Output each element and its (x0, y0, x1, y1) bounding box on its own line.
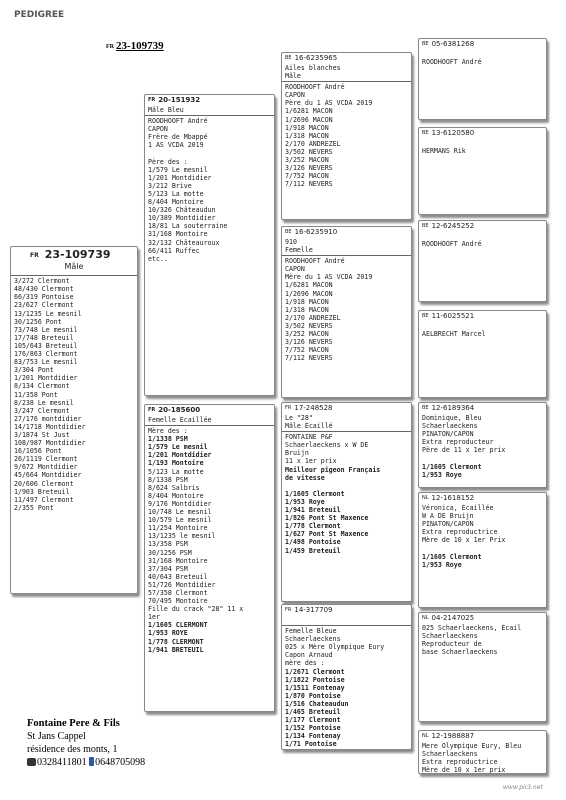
detail-line (285, 616, 408, 624)
detail-line: 1/6281 MACON (285, 281, 333, 290)
subject-ring-number: 23-109739 (44, 248, 111, 261)
mfm-ring-number: 12-1618152 (431, 494, 475, 502)
detail-line: 73/748 Le mesnil (14, 325, 78, 334)
detail-line: 8/1338 PSM (148, 475, 188, 484)
detail-line: 31/168 Montoire (148, 230, 208, 239)
detail-line: 3/1874 St Just (14, 430, 70, 439)
detail-line: 11/497 Clermont (14, 495, 74, 504)
detail-line: 9/672 Montdidier (14, 463, 78, 472)
mmf-country: NL (422, 615, 429, 621)
mother-dam-details (285, 616, 408, 749)
subject-sex: Mâle (64, 262, 84, 272)
father-box (144, 94, 275, 396)
main-ring-number (106, 40, 164, 52)
detail-line: CAPON (148, 125, 168, 134)
mff-ring (422, 404, 543, 413)
detail-line: 5/123 La motte (148, 189, 204, 198)
detail-line: 51/726 Montdidier (148, 580, 216, 589)
detail-line: 176/863 Clermont (14, 350, 78, 359)
detail-line: 1/2696 MACON (285, 115, 333, 124)
detail-line: Mère de 10 x 1er Prix (422, 536, 506, 545)
detail-line: Schaerlaeckens (422, 750, 478, 759)
detail-line: 10/579 Le mesnil (148, 516, 212, 525)
detail-line: 13/358 PSM (148, 540, 188, 549)
detail-line: 27/176 montdidier (14, 414, 82, 423)
detail-line: Mâle Bleu (148, 106, 184, 114)
detail-line: 3/252 MACON (285, 156, 329, 165)
father-country: FR (148, 97, 156, 103)
detail-line: 1/953 Roye (422, 470, 462, 479)
detail-line (285, 482, 408, 490)
owner-contact (27, 756, 145, 769)
subject-results (14, 277, 134, 512)
detail-line: 5/123 La motte (148, 467, 204, 476)
detail-line: 1/953 ROYE (148, 629, 188, 638)
detail-line: 83/753 Le mesnil (14, 358, 78, 367)
detail-line: Père de 11 x 1er prix (422, 446, 506, 455)
detail-line: 9/176 Montdidier (148, 499, 212, 508)
detail-line: 1/6281 MACON (285, 107, 333, 116)
detail-line: mère des : (285, 659, 325, 668)
detail-line: ROODHOOFT André (285, 83, 345, 92)
mobile-icon (89, 757, 94, 766)
detail-line: 1/579 Le mesnil (148, 443, 208, 452)
detail-line: 30/1256 PSM (148, 548, 192, 557)
detail-line: ROODHOOFT André (422, 58, 482, 67)
detail-line: 1/953 Roye (422, 560, 462, 569)
detail-line: 1/778 Clermont (285, 522, 341, 531)
detail-line: 1/318 MACON (285, 131, 329, 140)
detail-line: 14/1718 Montdidier (14, 422, 86, 431)
mmm-details (422, 742, 543, 774)
detail-line: Mâle (285, 72, 301, 81)
detail-line: 7/112 NEVERS (285, 180, 333, 189)
detail-line: 2/355 Pont (14, 503, 54, 512)
mother-sire-details (285, 414, 408, 555)
detail-line: 26/1119 Clermont (14, 455, 78, 464)
separator (145, 425, 274, 426)
father-dam-ring (285, 228, 408, 237)
detail-line: 66/319 Pontoise (14, 293, 74, 302)
detail-line: Frère de Mbappé (148, 133, 208, 142)
owner-mobile: 0648705098 (95, 757, 146, 768)
detail-line: 13/1235 Le mesnil (14, 309, 82, 318)
detail-line: 11/358 Pont (14, 390, 58, 399)
detail-line: 30/1256 Pont (14, 317, 62, 326)
ffm-box (418, 127, 547, 215)
detail-line: 1/318 MACON (285, 305, 329, 314)
detail-line (422, 454, 543, 462)
detail-line: Schaerlaeckens x W DE (285, 441, 369, 450)
detail-line: 108/987 Montdidier (14, 439, 86, 448)
detail-line: 3/304 Pont (14, 366, 54, 375)
fmf-ring (422, 222, 543, 231)
detail-line: 1/627 Pont St Maxence (285, 530, 369, 539)
subject-country: FR (30, 252, 39, 259)
detail-line (422, 322, 543, 330)
detail-line: Père du 1 AS VCDA 2019 (285, 99, 373, 108)
detail-line: Mère du 1 AS VCDA 2019 (285, 273, 373, 282)
detail-line: Bruijn (285, 449, 309, 458)
detail-line: 1/941 Breteuil (285, 506, 341, 515)
detail-line: Schaerlaeckens (285, 635, 341, 644)
detail-line: FONTAINE P&F (285, 433, 333, 442)
fff-country: BE (422, 41, 429, 47)
detail-line: 40/643 Breteuil (148, 572, 208, 581)
detail-line: Extra reproductrice (422, 528, 498, 537)
detail-line: Dominique, Bleu (422, 414, 482, 422)
detail-line: 1/870 Pontoise (285, 691, 341, 700)
subject-ring (30, 248, 134, 261)
mother-details (148, 416, 271, 654)
detail-line: 1/201 Montdidier (148, 173, 212, 182)
detail-line: 1/1605 Clermont (285, 489, 345, 498)
detail-line: Mâle Écaillé (285, 422, 333, 431)
detail-line: 1/918 MACON (285, 297, 329, 306)
detail-line: 1/1511 Fontenay (285, 683, 345, 692)
mfm-country: NL (422, 495, 429, 501)
father-sire-ring (285, 54, 408, 63)
fmm-country: BE (422, 313, 429, 319)
father-ring-number: 20-151932 (158, 96, 201, 104)
owner-name: Fontaine Pere & Fils (27, 718, 120, 729)
pedigree-heading: PEDIGREE (14, 10, 65, 20)
separator (145, 115, 274, 116)
detail-line: 1/177 Clermont (285, 716, 341, 725)
detail-line: 1/1605 CLERMONT (148, 621, 208, 630)
detail-line: Fille du crack "28" 11 x (148, 605, 244, 614)
father-details (148, 106, 271, 263)
separator (282, 81, 411, 82)
mother-dam-box (281, 604, 412, 750)
mother-ring (148, 406, 271, 415)
detail-line: 11 x 1er prix (285, 457, 337, 466)
detail-line: 66/411 Ruffec (148, 246, 200, 255)
owner-block (27, 717, 145, 769)
detail-line: 2/170 ANDREZEL (285, 139, 341, 148)
father-sire-ring-number: 16-6235965 (294, 54, 338, 62)
detail-line: HERMANS Rik (422, 147, 466, 156)
detail-line: PINATON/CAPON (422, 520, 474, 529)
detail-line: 7/752 MACON (285, 172, 329, 181)
separator (282, 255, 411, 256)
detail-line: 23/627 Clermont (14, 301, 74, 310)
detail-line: base Schaerlaeckens (422, 648, 498, 657)
detail-line: W A DE Bruijn (422, 512, 474, 521)
fmf-country: BE (422, 223, 429, 229)
detail-line: 57/358 Clermont (148, 588, 208, 597)
detail-line: 1/941 BRETEUIL (148, 645, 204, 654)
ffm-details (422, 139, 543, 155)
detail-line: Femelle Écaillée (148, 416, 212, 424)
detail-line: 1/201 Montdidier (14, 374, 78, 383)
detail-line: 3/247 Clermont (14, 406, 70, 415)
detail-line: 11/254 Montoire (148, 524, 208, 533)
detail-line: 1/71 Pontoise (285, 740, 337, 749)
detail-line: 13/1235 le mesnil (148, 532, 216, 541)
detail-line: 1/201 Montdidier (148, 451, 212, 460)
fmf-box (418, 220, 547, 302)
detail-line: de vitesse (285, 473, 325, 482)
detail-line: 10/748 Le mesnil (148, 508, 212, 517)
detail-line: 1/465 Breteuil (285, 708, 341, 717)
fmm-details (422, 322, 543, 338)
detail-line: Schaerlaeckens (422, 422, 478, 431)
detail-line: AELBRECHT Marcel (422, 330, 486, 339)
detail-line: Mère des : (148, 427, 188, 436)
footer-site: www.pir3.net (503, 784, 543, 791)
mother-sire-country: FR (285, 405, 292, 411)
mmm-ring (422, 732, 543, 741)
fmf-ring-number: 12-6245252 (431, 222, 475, 230)
detail-line: Ailes blanches (285, 64, 341, 72)
detail-line: 20/606 Clermont (14, 479, 74, 488)
owner-address-1: St Jans Cappel (27, 731, 86, 742)
detail-line: ROODHOOFT André (422, 240, 482, 249)
detail-line: 2/170 ANDREZEL (285, 313, 341, 322)
detail-line: Extra reproductrice (422, 758, 498, 767)
mfm-ring (422, 494, 543, 503)
detail-line: etc.. (148, 254, 168, 263)
mfm-box (418, 492, 547, 608)
fff-box (418, 38, 547, 120)
mother-dam-country: FR (285, 607, 292, 613)
detail-line: 1/134 Fontenay (285, 732, 341, 741)
detail-line: PINATON/CAPON (422, 430, 474, 439)
mff-ring-number: 12-6189364 (431, 404, 475, 412)
mfm-details (422, 504, 543, 569)
detail-line: 1/1605 Clermont (422, 462, 482, 471)
mmf-details (422, 624, 543, 656)
fmm-box (418, 310, 547, 398)
ffm-country: BE (422, 130, 429, 136)
detail-line: Reproducteur de (422, 640, 482, 649)
father-dam-country: BE (285, 229, 292, 235)
detail-line: ROODHOOFT André (148, 117, 208, 126)
detail-line: 7/752 MACON (285, 346, 329, 355)
detail-line: 3/126 NEVERS (285, 338, 333, 347)
detail-line: 17/748 Breteuil (14, 333, 74, 342)
mother-sire-ring-number: 17-248528 (294, 404, 333, 412)
ffm-ring-number: 13-6120580 (431, 129, 475, 137)
detail-line (422, 232, 543, 240)
detail-line: 1 AS VCDA 2019 (148, 141, 204, 150)
detail-line (422, 544, 543, 552)
detail-line: 1/1605 Clermont (422, 552, 482, 561)
separator (282, 625, 411, 626)
detail-line: 1/778 CLERMONT (148, 637, 204, 646)
detail-line: Père des : (148, 157, 188, 166)
detail-line: 16/1056 Pont (14, 447, 62, 456)
detail-line: 31/168 Montoire (148, 556, 208, 565)
detail-line: 1/152 Pontoise (285, 724, 341, 733)
ffm-ring (422, 129, 543, 138)
detail-line: 1/193 Montoire (148, 459, 204, 468)
mmf-ring (422, 614, 543, 623)
detail-line: 1/1822 Pontoise (285, 675, 345, 684)
detail-line (422, 50, 543, 58)
mff-box (418, 402, 547, 488)
detail-line: 8/624 Salbris (148, 483, 200, 492)
detail-line: 1/953 Roye (285, 497, 325, 506)
father-dam-ring-number: 16-6235910 (294, 228, 338, 236)
detail-line: ROODHOOFT André (285, 257, 345, 266)
mother-sire-ring (285, 404, 408, 413)
mff-details (422, 414, 543, 479)
detail-line: 1/918 MACON (285, 123, 329, 132)
father-sire-details (285, 64, 408, 188)
detail-line: 18/81 La souterraine (148, 222, 228, 231)
detail-line: 1/516 Chateaudun (285, 699, 349, 708)
detail-line: 3/212 Brive (148, 181, 192, 190)
mother-country: FR (148, 407, 156, 413)
detail-line: 105/643 Breteuil (14, 341, 78, 350)
detail-line: 10/389 Montdidier (148, 214, 216, 223)
mmf-box (418, 612, 547, 722)
detail-line: CAPON (285, 91, 305, 100)
detail-line: Femelle Bleue (285, 627, 337, 636)
detail-line: Véronica, Écaillée (422, 504, 494, 512)
detail-line: 3/502 NEVERS (285, 147, 333, 156)
detail-line: 1er (148, 613, 160, 622)
detail-line: 37/304 PSM (148, 564, 188, 573)
father-ring (148, 96, 271, 105)
mother-ring-number: 20-185600 (158, 406, 201, 414)
mmm-box (418, 730, 547, 774)
detail-line: 3/126 NEVERS (285, 164, 333, 173)
father-sire-country: BE (285, 55, 292, 61)
mother-dam-ring-number: 14-317709 (294, 606, 333, 614)
detail-line: 8/404 Montoire (148, 198, 204, 207)
detail-line: 10/326 Châteaudun (148, 206, 216, 215)
father-dam-details (285, 238, 408, 362)
owner-phone: 0328411801 (37, 757, 87, 768)
detail-line: 1/2696 MACON (285, 289, 333, 298)
detail-line: 025 Schaerlaeckens, Écail (422, 624, 522, 632)
detail-line (148, 149, 271, 157)
detail-line: 3/272 Clermont (14, 277, 70, 286)
mother-box (144, 404, 275, 712)
detail-line: 7/112 NEVERS (285, 354, 333, 363)
detail-line: 1/1338 PSM (148, 435, 188, 444)
separator (11, 275, 137, 276)
mmf-ring-number: 04-2147025 (431, 614, 475, 622)
detail-line: 910 (285, 238, 297, 246)
detail-line: 1/498 Pontoise (285, 538, 341, 547)
detail-line: Mere Olympique Eury, Bleu (422, 742, 522, 750)
detail-line: Meilleur pigeon Français (285, 465, 381, 474)
father-sire-box (281, 52, 412, 220)
fmm-ring (422, 312, 543, 321)
detail-line: Mère de 10 x 1er prix (422, 766, 506, 774)
subject-box (10, 246, 138, 594)
detail-line: 1/826 Pont St Maxence (285, 514, 369, 523)
detail-line: Le "28" (285, 414, 313, 422)
mmm-ring-number: 12-1988887 (431, 732, 475, 740)
fff-ring-number: 05-6381268 (431, 40, 475, 48)
detail-line: 1/579 Le mesnil (148, 165, 208, 174)
detail-line: 45/664 Montdidier (14, 471, 82, 480)
detail-line: 48/430 Clermont (14, 285, 74, 294)
mother-sire-box (281, 402, 412, 602)
separator (282, 431, 411, 432)
detail-line: 3/252 MACON (285, 330, 329, 339)
detail-line: 70/495 Montoire (148, 597, 208, 606)
fff-details (422, 50, 543, 66)
fmm-ring-number: 11-6025521 (431, 312, 475, 320)
detail-line: Extra reproducteur (422, 438, 494, 447)
detail-line: 8/134 Clermont (14, 382, 70, 391)
main-ring-value: 23-109739 (116, 40, 164, 52)
fmf-details (422, 232, 543, 248)
detail-line (422, 139, 543, 147)
detail-line: CAPON (285, 265, 305, 274)
owner-address-2: résidence des monts, 1 (27, 744, 118, 755)
detail-line: 1/459 Breteuil (285, 546, 341, 555)
mmm-country: NL (422, 733, 429, 739)
phone-icon (27, 758, 36, 766)
detail-line: Schaerlaeckens (422, 632, 478, 641)
mother-dam-ring (285, 606, 408, 615)
detail-line: Femelle (285, 246, 313, 255)
detail-line: 1/2671 Clermont (285, 667, 345, 676)
detail-line: 025 x Mère Olympique Eury (285, 643, 385, 652)
father-dam-box (281, 226, 412, 398)
fff-ring (422, 40, 543, 49)
main-ring-country: FR (106, 44, 114, 50)
detail-line: Capon Arnaud (285, 651, 333, 660)
detail-line: 8/238 Le mesnil (14, 398, 74, 407)
mff-country: BE (422, 405, 429, 411)
detail-line: 8/404 Montoire (148, 491, 204, 500)
detail-line: 1/903 Breteuil (14, 487, 70, 496)
detail-line: 3/502 NEVERS (285, 321, 333, 330)
detail-line: 32/132 Châteauroux (148, 238, 220, 247)
